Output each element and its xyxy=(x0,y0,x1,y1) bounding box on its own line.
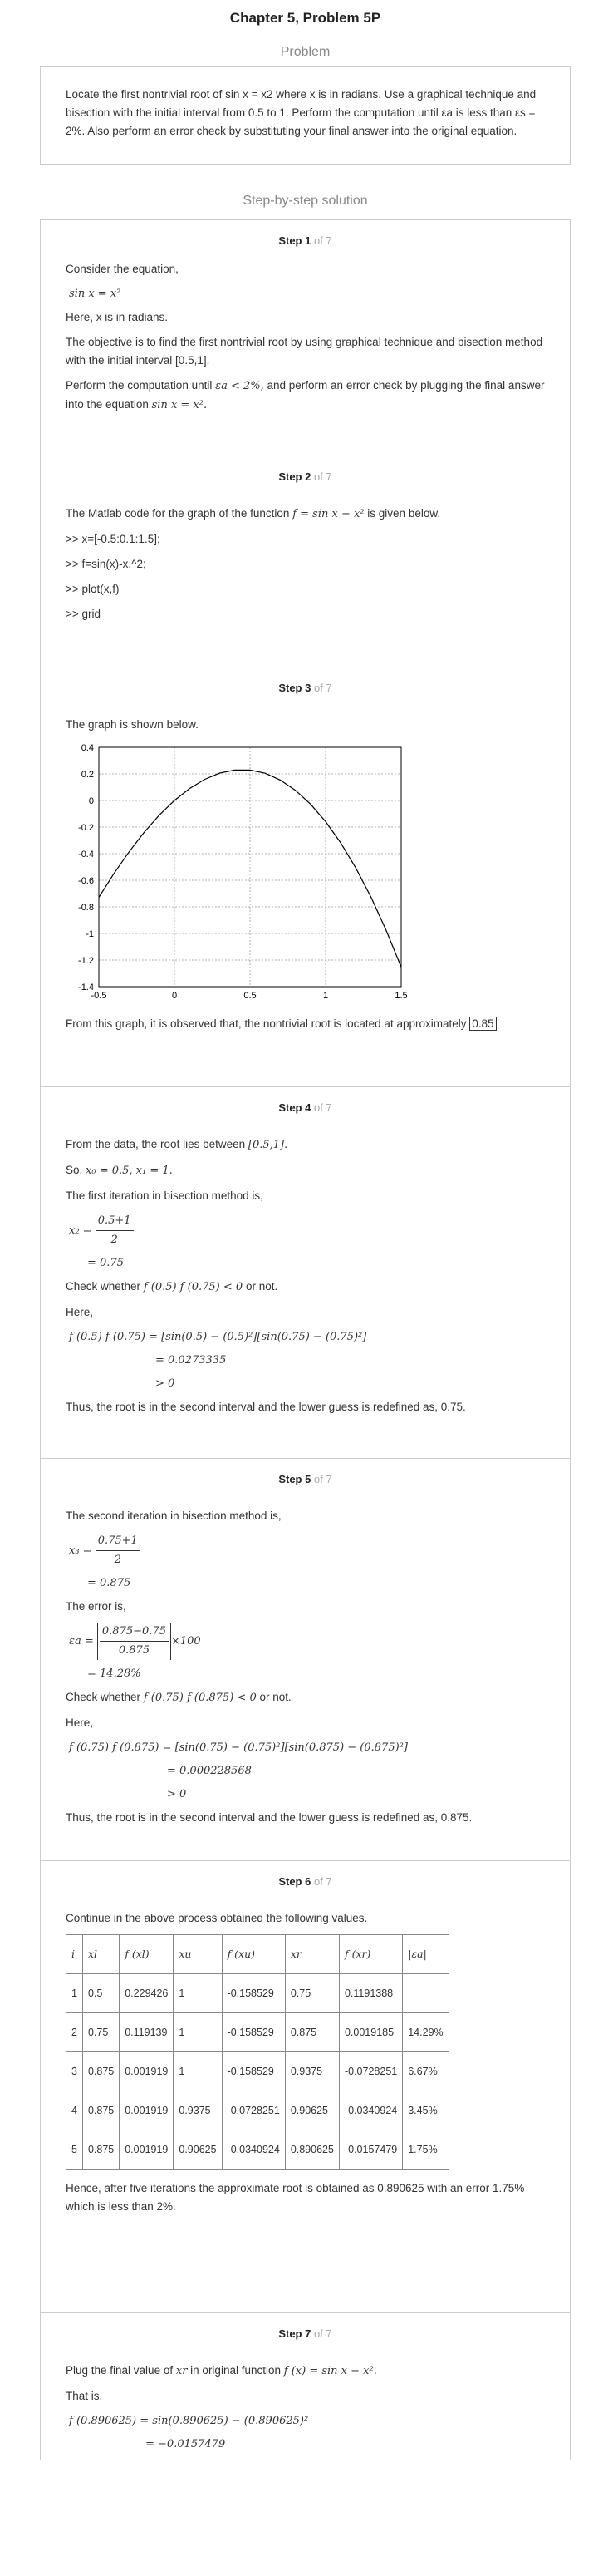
step-1-header: Step 1 of 7 xyxy=(278,234,332,247)
table-header: xu xyxy=(174,1935,222,1974)
table-cell: 0.1191388 xyxy=(339,1974,402,2013)
step-1-equation: sin x = x² xyxy=(69,288,121,300)
step-5-product-compare: > 0 xyxy=(167,1788,187,1800)
step-1-here: Here, x is in radians. xyxy=(66,311,169,323)
table-cell: 0.119139 xyxy=(120,2013,174,2052)
x3-formula: x₃ = $\frac{0.75+1}{2}$ xyxy=(69,1532,545,1569)
y-tick-label: -0.6 xyxy=(78,876,94,886)
table-cell: 1 xyxy=(174,2052,222,2091)
step-4-line3: The first iteration in bisection method is, xyxy=(66,1189,263,1202)
step-6-intro: Continue in the above process obtained the following values. xyxy=(66,1912,368,1924)
y-tick-label: 0.4 xyxy=(81,743,94,753)
x-tick-label: 1 xyxy=(322,991,329,1001)
table-cell: -0.0340924 xyxy=(222,2130,285,2170)
table-cell: 5 xyxy=(66,2130,83,2170)
x2-formula: x₂ = $\frac{0.5+1}{2}$ xyxy=(69,1212,545,1249)
problem-heading: Problem xyxy=(280,45,331,59)
step-7-that: That is, xyxy=(66,2390,103,2402)
step-5-header: Step 5 of 7 xyxy=(278,1473,332,1485)
table-cell: -0.158529 xyxy=(222,2052,285,2091)
table-header: f (xl) xyxy=(120,1935,174,1974)
y-tick-label: -1.2 xyxy=(78,956,94,966)
table-cell: 0.9375 xyxy=(285,2052,339,2091)
step-4-product-value: = 0.0273335 xyxy=(155,1354,227,1367)
step-7-value: = −0.0157479 xyxy=(145,2438,226,2450)
table-row xyxy=(66,2052,449,2091)
table-cell: 0.90625 xyxy=(285,2091,339,2130)
x3-value: = 0.875 xyxy=(87,1577,131,1589)
table-cell: 0.0019185 xyxy=(339,2013,402,2052)
step-7-header: Step 7 of 7 xyxy=(278,2327,332,2340)
step-1-perform: Perform the computation until εa < 2%, and perform an error check by plugging the final answer into the equation sin x = x². xyxy=(66,379,545,411)
table-header: xr xyxy=(285,1935,339,1974)
step-2-header: Step 2 of 7 xyxy=(278,470,332,483)
table-row xyxy=(66,2013,449,2052)
step-4-product: f (0.5) f (0.75) = [sin(0.5) − (0.5)²][sin(0.75) − (0.75)²] xyxy=(69,1331,367,1343)
x-tick-label: -0.5 xyxy=(91,991,107,1001)
code-line: >> plot(x,f) xyxy=(66,583,120,595)
x-tick-label: 1.5 xyxy=(395,991,408,1001)
table-row xyxy=(66,2130,449,2170)
code-line: >> f=sin(x)-x.^2; xyxy=(66,558,146,570)
step-5-product: f (0.75) f (0.875) = [sin(0.75) − (0.75)²][sin(0.875) − (0.875)²] xyxy=(69,1741,408,1754)
step-3 xyxy=(40,667,571,1086)
table-row xyxy=(66,2091,449,2130)
table-cell: 3.45% xyxy=(403,2091,449,2130)
step-1-objective: The objective is to find the first nontrivial root by using graphical technique and bisection method with the initial interval [0.5,1]. xyxy=(66,336,543,367)
step-3-intro: The graph is shown below. xyxy=(66,718,199,731)
table-cell: 0.890625 xyxy=(285,2130,339,2170)
code-line: >> grid xyxy=(66,608,101,620)
chapter-title: Chapter 5, Problem 5P xyxy=(229,10,381,26)
y-tick-label: -0.8 xyxy=(78,903,94,913)
table-cell xyxy=(403,1974,449,2013)
table-cell: 0.875 xyxy=(82,2091,119,2130)
y-tick-label: -0.2 xyxy=(78,823,94,833)
y-tick-label: -1.4 xyxy=(78,983,94,992)
table-cell: 1 xyxy=(174,1974,222,2013)
table-cell: -0.0728251 xyxy=(339,2052,402,2091)
step-4 xyxy=(40,1086,571,1458)
step-5-product-value: = 0.000228568 xyxy=(167,1765,252,1777)
y-tick-label: -1 xyxy=(86,929,94,939)
table-cell: 0.875 xyxy=(82,2130,119,2170)
table-cell: 4 xyxy=(66,2091,83,2130)
table-header: f (xr) xyxy=(339,1935,402,1974)
step-4-line2: So, x₀ = 0.5, x₁ = 1. xyxy=(66,1164,173,1177)
table-header: xl xyxy=(82,1935,119,1974)
function-plot xyxy=(66,741,414,1007)
table-cell: 0.875 xyxy=(82,2052,119,2091)
step-6-header: Step 6 of 7 xyxy=(278,1875,332,1888)
step-4-here: Here, xyxy=(66,1306,94,1318)
table-cell: 0.001919 xyxy=(120,2091,174,2130)
y-tick-label: -0.4 xyxy=(78,850,94,859)
table-cell: 1 xyxy=(66,1974,83,2013)
step-5 xyxy=(40,1458,571,1860)
table-cell: 0.001919 xyxy=(120,2052,174,2091)
step-4-check: Check whether f (0.5) f (0.75) < 0 or not. xyxy=(66,1280,278,1293)
table-cell: 0.9375 xyxy=(174,2091,222,2130)
table-cell: 0.875 xyxy=(285,2013,339,2052)
step-4-header: Step 4 of 7 xyxy=(278,1101,332,1114)
table-header: i xyxy=(66,1935,83,1974)
table-cell: 0.90625 xyxy=(174,2130,222,2170)
step-7 xyxy=(40,2312,571,2460)
table-cell: 2 xyxy=(66,2013,83,2052)
step-2-intro: The Matlab code for the graph of the function f = sin x − x² is given below. xyxy=(66,507,441,520)
table-cell: 6.67% xyxy=(403,2052,449,2091)
step-4-line1: From the data, the root lies between [0.5,1]. xyxy=(66,1138,288,1151)
step-5-line1: The second iteration in bisection method is, xyxy=(66,1510,282,1522)
step-3-header: Step 3 of 7 xyxy=(278,682,332,694)
table-cell: -0.158529 xyxy=(222,1974,285,2013)
step-2 xyxy=(40,456,571,667)
solution-heading: Step-by-step solution xyxy=(243,194,368,208)
table-cell: 3 xyxy=(66,2052,83,2091)
table-cell: -0.0340924 xyxy=(339,2091,402,2130)
table-cell: 0.001919 xyxy=(120,2130,174,2170)
step-4-conclusion: Thus, the root is in the second interval and the lower guess is redefined as, 0.75. xyxy=(66,1401,466,1413)
step-1 xyxy=(40,219,571,456)
x2-value: = 0.75 xyxy=(87,1257,124,1269)
problem-card xyxy=(40,66,571,165)
table-cell: -0.0728251 xyxy=(222,2091,285,2130)
table-header: f (xu) xyxy=(222,1935,285,1974)
x-tick-label: 0 xyxy=(171,991,178,1001)
root-estimate: 0.85 xyxy=(469,1017,496,1031)
table-cell: 0.5 xyxy=(82,1974,119,2013)
table-cell: 0.75 xyxy=(285,1974,339,2013)
step-7-line1: Plug the final value of xr in original function f (x) = sin x − x². xyxy=(66,2364,377,2377)
code-line: >> x=[-0.5:0.1:1.5]; xyxy=(66,533,160,545)
y-tick-label: 0.2 xyxy=(81,770,94,780)
step-5-conclusion: Thus, the root is in the second interval and the lower guess is redefined as, 0.875. xyxy=(66,1811,473,1824)
table-header: |εa| xyxy=(403,1935,449,1974)
step-1-consider: Consider the equation, xyxy=(66,263,179,275)
step-5-check: Check whether f (0.75) f (0.875) < 0 or not. xyxy=(66,1691,292,1704)
error-formula: εa = $\frac{0.875-0.75}{0.875}$ ×100 xyxy=(69,1623,545,1660)
step-6-conclusion: Hence, after five iterations the approximate root is obtained as 0.890625 with an error 1.75% which is less than 2%. xyxy=(66,2182,525,2213)
table-cell: -0.158529 xyxy=(222,2013,285,2052)
step-5-here: Here, xyxy=(66,1717,94,1729)
error-value: = 14.28% xyxy=(87,1667,141,1680)
step-4-product-compare: > 0 xyxy=(155,1377,175,1390)
step-3-conclusion: From this graph, it is observed that, the nontrivial root is located at approximately 0.85 xyxy=(66,1015,545,1033)
table-cell: 0.229426 xyxy=(120,1974,174,2013)
table-row xyxy=(66,1974,449,2013)
step-7-equation: f (0.890625) = sin(0.890625) − (0.890625)² xyxy=(69,2415,309,2427)
y-tick-label: 0 xyxy=(88,796,94,806)
x-tick-label: 0.5 xyxy=(243,991,257,1001)
table-cell: 0.75 xyxy=(82,2013,119,2052)
problem-text: Locate the first nontrivial root of sin x = x2 where x is in radians. Use a graphical technique and bisection with the initial interval from 0.5 to 1. Perform the computation until εa is less than εs = 2%. Also perform an error check by substituting your final answer into the original equation. xyxy=(66,88,537,137)
table-cell: 1.75% xyxy=(403,2130,449,2170)
iteration-table xyxy=(66,1934,449,2170)
table-cell: 1 xyxy=(174,2013,222,2052)
table-cell: 14.29% xyxy=(403,2013,449,2052)
step-5-error-intro: The error is, xyxy=(66,1600,126,1613)
step-6 xyxy=(40,1860,571,2312)
table-cell: -0.0157479 xyxy=(339,2130,402,2170)
